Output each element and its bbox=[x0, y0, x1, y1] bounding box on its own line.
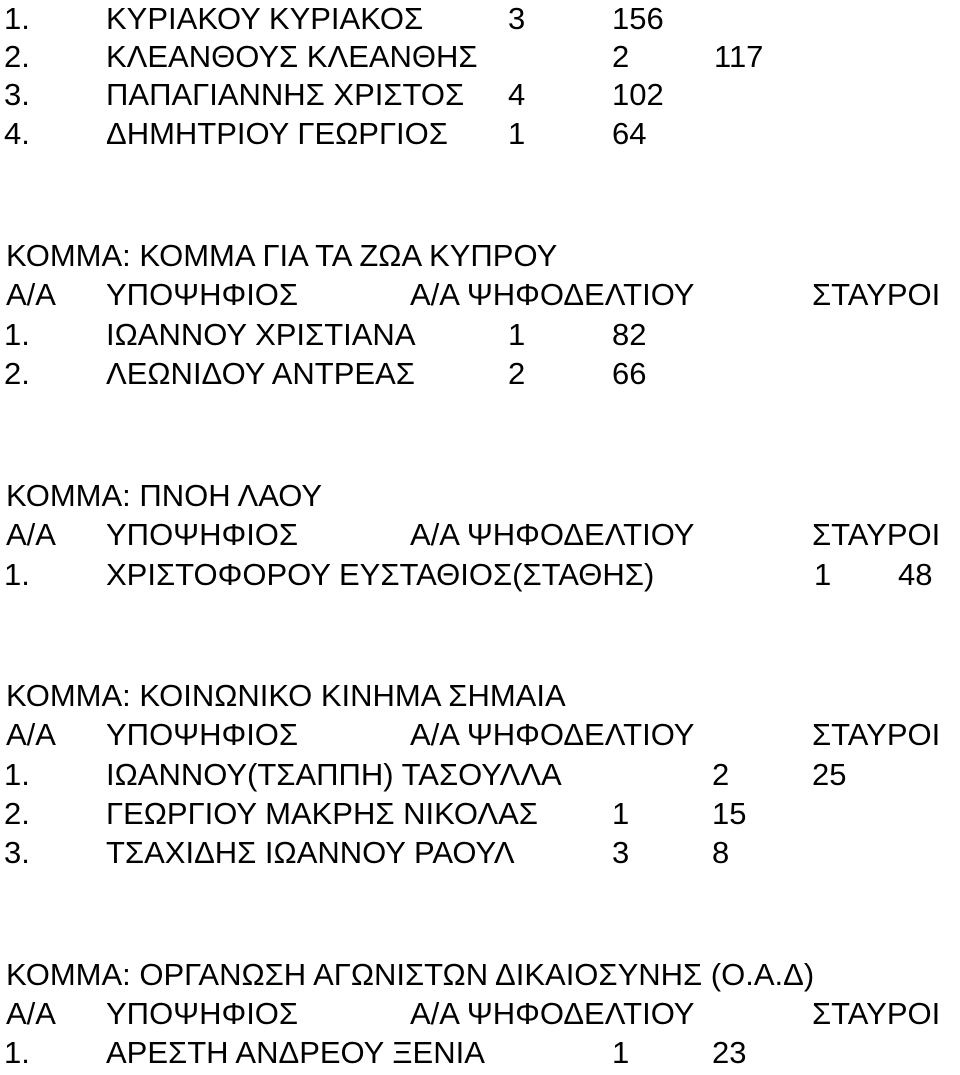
header-crosses: ΣΤΑΥΡΟΙ bbox=[812, 517, 941, 552]
row-number: 2. bbox=[4, 356, 30, 391]
party-name: ΚΟΜΜΑ: ΚΟΙΝΩΝΙΚΟ ΚΙΝΗΜΑ ΣΗΜΑΙΑ bbox=[6, 678, 566, 713]
party-heading bbox=[0, 677, 960, 715]
ballot-number: 3 bbox=[508, 1, 526, 36]
result-row bbox=[0, 834, 960, 872]
candidate-name: ΙΩΑΝΝΟΥ(ΤΣΑΠΠΗ) ΤΑΣΟΥΛΛΑ bbox=[106, 757, 562, 792]
result-row bbox=[0, 0, 960, 38]
result-row bbox=[0, 1034, 960, 1072]
party-heading bbox=[0, 477, 960, 515]
header-aa: Α/Α bbox=[6, 277, 56, 312]
candidate-name: ΤΣΑΧΙΔΗΣ ΙΩΑΝΝΟΥ ΡΑΟΥΛ bbox=[106, 835, 515, 870]
ballot-number: 1 bbox=[508, 116, 526, 151]
result-row bbox=[0, 76, 960, 114]
ballot-number: 1 bbox=[814, 557, 832, 592]
vote-count: 15 bbox=[712, 796, 747, 831]
header-ballot: Α/Α ΨΗΦΟΔΕΛΤΙΟΥ bbox=[410, 996, 695, 1031]
header-aa: Α/Α bbox=[6, 717, 56, 752]
ballot-number: 3 bbox=[612, 835, 630, 870]
row-number: 1. bbox=[4, 317, 30, 352]
result-row bbox=[0, 316, 960, 354]
party-heading bbox=[0, 237, 960, 275]
result-row bbox=[0, 115, 960, 153]
row-number: 1. bbox=[4, 1, 30, 36]
party-name: ΚΟΜΜΑ: ΠΝΟΗ ΛΑΟΥ bbox=[6, 478, 323, 513]
header-crosses: ΣΤΑΥΡΟΙ bbox=[812, 277, 941, 312]
vote-count: 156 bbox=[612, 1, 664, 36]
vote-count: 102 bbox=[612, 77, 664, 112]
column-header bbox=[0, 516, 960, 554]
header-candidate: ΥΠΟΨΗΦΙΟΣ bbox=[106, 517, 299, 552]
candidate-name: ΚΛΕΑΝΘΟΥΣ ΚΛΕΑΝΘΗΣ bbox=[106, 39, 478, 74]
header-aa: Α/Α bbox=[6, 996, 56, 1031]
party-name: ΚΟΜΜΑ: ΟΡΓΑΝΩΣΗ ΑΓΩΝΙΣΤΩΝ ΔΙΚΑΙΟΣΥΝΗΣ (Ο.Α.Δ) bbox=[6, 957, 815, 992]
candidate-name: ΛΕΩΝΙΔΟΥ ΑΝΤΡΕΑΣ bbox=[106, 356, 415, 391]
ballot-number: 1 bbox=[508, 317, 526, 352]
header-candidate: ΥΠΟΨΗΦΙΟΣ bbox=[106, 277, 299, 312]
party-name: ΚΟΜΜΑ: ΚΟΜΜΑ ΓΙΑ ΤΑ ΖΩΑ ΚΥΠΡΟΥ bbox=[6, 238, 558, 273]
candidate-name: ΠΑΠΑΓΙΑΝΝΗΣ ΧΡΙΣΤΟΣ bbox=[106, 77, 465, 112]
vote-count: 64 bbox=[612, 116, 647, 151]
vote-count: 82 bbox=[612, 317, 647, 352]
vote-count: 117 bbox=[714, 39, 764, 74]
result-row bbox=[0, 756, 960, 794]
column-header bbox=[0, 276, 960, 314]
candidate-name: ΧΡΙΣΤΟΦΟΡΟΥ ΕΥΣΤΑΘΙΟΣ(ΣΤΑΘΗΣ) bbox=[106, 557, 655, 592]
header-aa: Α/Α bbox=[6, 517, 56, 552]
ballot-number: 2 bbox=[508, 356, 526, 391]
header-ballot: Α/Α ΨΗΦΟΔΕΛΤΙΟΥ bbox=[410, 517, 695, 552]
row-number: 1. bbox=[4, 557, 30, 592]
row-number: 1. bbox=[4, 1035, 30, 1070]
row-number: 4. bbox=[4, 116, 30, 151]
result-row bbox=[0, 556, 960, 594]
candidate-name: ΚΥΡΙΑΚΟΥ ΚΥΡΙΑΚΟΣ bbox=[106, 1, 424, 36]
candidate-name: ΔΗΜΗΤΡΙΟΥ ΓΕΩΡΓΙΟΣ bbox=[106, 116, 448, 151]
vote-count: 48 bbox=[898, 557, 933, 592]
header-crosses: ΣΤΑΥΡΟΙ bbox=[812, 717, 941, 752]
header-crosses: ΣΤΑΥΡΟΙ bbox=[812, 996, 941, 1031]
row-number: 1. bbox=[4, 757, 30, 792]
row-number: 2. bbox=[4, 39, 30, 74]
ballot-number: 2 bbox=[712, 757, 730, 792]
row-number: 3. bbox=[4, 835, 30, 870]
candidate-name: ΑΡΕΣΤΗ ΑΝΔΡΕΟΥ ΞΕΝΙΑ bbox=[106, 1035, 485, 1070]
ballot-number: 2 bbox=[612, 39, 630, 74]
column-header bbox=[0, 716, 960, 754]
result-row bbox=[0, 355, 960, 393]
result-row bbox=[0, 795, 960, 833]
header-ballot: Α/Α ΨΗΦΟΔΕΛΤΙΟΥ bbox=[410, 717, 695, 752]
ballot-number: 1 bbox=[612, 796, 630, 831]
candidate-name: ΓΕΩΡΓΙΟΥ ΜΑΚΡΗΣ ΝΙΚΟΛΑΣ bbox=[106, 796, 538, 831]
vote-count: 25 bbox=[812, 757, 847, 792]
result-row bbox=[0, 38, 960, 76]
header-ballot: Α/Α ΨΗΦΟΔΕΛΤΙΟΥ bbox=[410, 277, 695, 312]
column-header bbox=[0, 995, 960, 1033]
ballot-number: 1 bbox=[612, 1035, 630, 1070]
ballot-number: 4 bbox=[508, 77, 526, 112]
header-candidate: ΥΠΟΨΗΦΙΟΣ bbox=[106, 996, 299, 1031]
header-candidate: ΥΠΟΨΗΦΙΟΣ bbox=[106, 717, 299, 752]
row-number: 2. bbox=[4, 796, 30, 831]
vote-count: 8 bbox=[712, 835, 730, 870]
candidate-name: ΙΩΑΝΝΟΥ ΧΡΙΣΤΙΑΝΑ bbox=[106, 317, 416, 352]
row-number: 3. bbox=[4, 77, 30, 112]
vote-count: 23 bbox=[712, 1035, 747, 1070]
vote-count: 66 bbox=[612, 356, 647, 391]
party-heading bbox=[0, 956, 960, 994]
